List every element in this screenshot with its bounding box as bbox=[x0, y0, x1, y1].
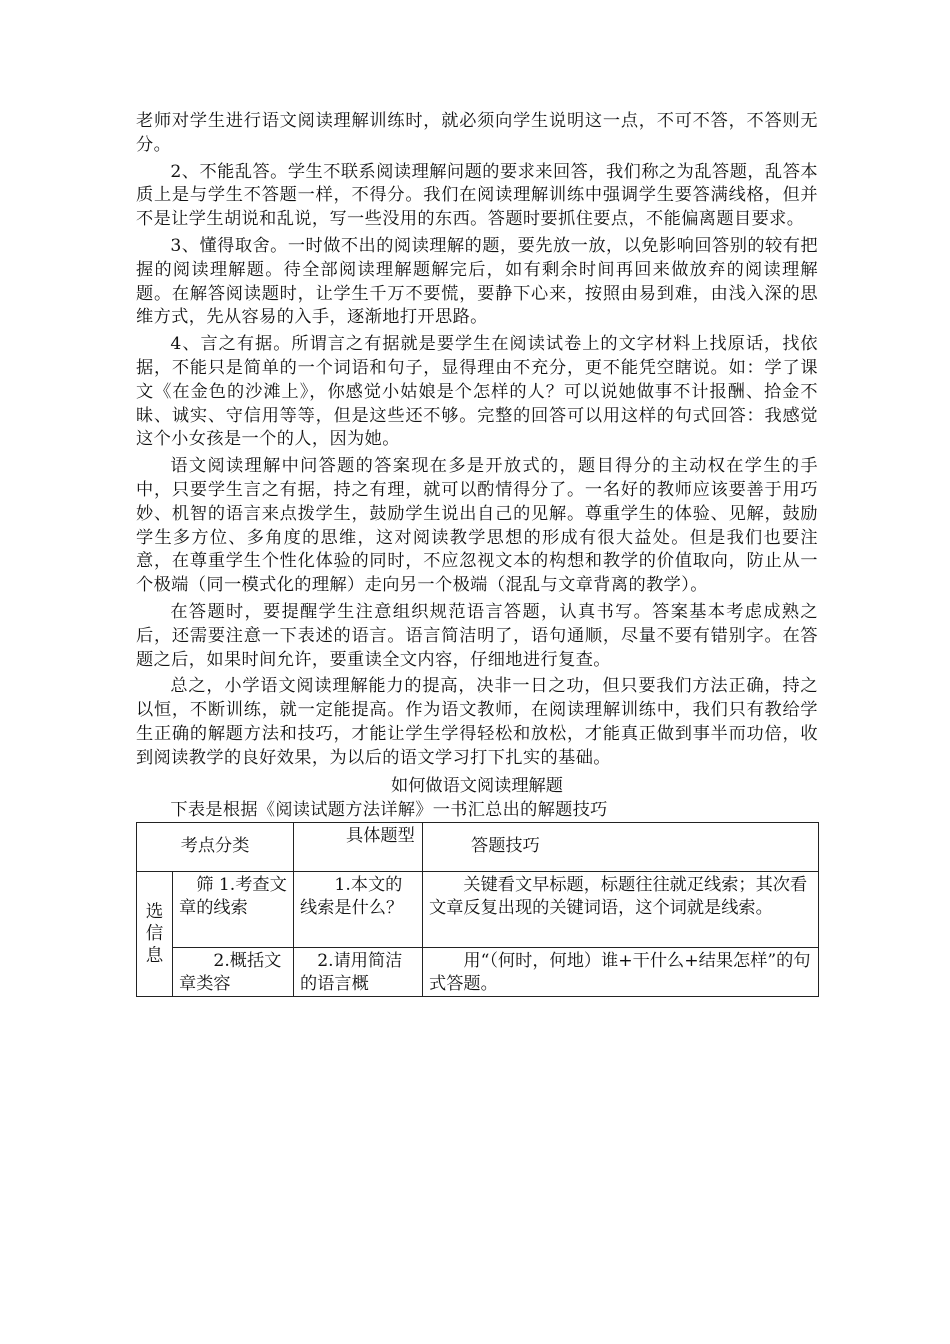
header-question-type: 具体题型 bbox=[294, 822, 423, 871]
header-category: 考点分类 bbox=[137, 822, 294, 871]
tips-table bbox=[136, 822, 819, 997]
paragraph-point-2: 2、不能乱答。学生不联系阅读理解问题的要求来回答，我们称之为乱答题，乱答本质上是与学生不答题一样，不得分。我们在阅读理解训练中强调学生要答满线格，但并不是让学生胡说和乱说，写一些没用的东西。答题时要抓住要点，不能偏离题目要求。 bbox=[136, 161, 818, 230]
paragraph-point-3: 3、懂得取舍。一时做不出的阅读理解的题，要先放一放，以免影响回答别的较有把握的阅读理解题。待全部阅读理解题解完后，如有剩余时间再回来做放弃的阅读理解题。在解答阅读题时，让学生千万不要慌，要静下心来，按照由易到难，由浅入深的思维方式，先从容易的入手，逐渐地打开思路。 bbox=[136, 235, 818, 328]
table-intro: 下表是根据《阅读试题方法详解》一书汇总出的解题技巧 bbox=[170, 799, 608, 820]
table-header-row bbox=[137, 822, 819, 871]
group-label: 选 信 息 bbox=[137, 871, 173, 996]
paragraph-continuation: 老师对学生进行语文阅读理解训练时，就必须向学生说明这一点，不可不答，不答则无分。 bbox=[136, 111, 818, 155]
table-row bbox=[137, 871, 819, 947]
section-title: 如何做语文阅读理解题 bbox=[391, 775, 563, 796]
header-technique: 答题技巧 bbox=[423, 822, 819, 871]
paragraph-conclusion: 总之，小学语文阅读理解能力的提高，决非一日之功，但只要我们方法正确，持之以恒，不断训练，就一定能提高。作为语文教师，在阅读理解训练中，我们只有教给学生正确的解题方法和技巧，才能让学生学得轻松和放松，才能真正做到事半而功倍，收到阅读教学的良好效果，为以后的语文学习打下扎实的基础。 bbox=[136, 676, 818, 768]
exam-point-cell: 2.概括文章类容 bbox=[173, 947, 294, 996]
document-page bbox=[136, 110, 818, 997]
paragraph-open-answers: 语文阅读理解中问答题的答案现在多是开放式的，题目得分的主动权在学生的手中，只要学生言之有据，持之有理，就可以酌情得分了。一名好的教师应该要善于用巧妙、机智的语言来点拨学生，鼓励学生说出自己的见解。尊重学生的体验、见解，鼓励学生多方位、多角度的思维，这对阅读教学思想的形成有很大益处。但是我们也要注意，在尊重学生个性化体验的同时，不应忽视文本的构想和教学的价值取向，防止从一个极端（同一模式化的理解）走向另一个极端（混乱与文章背离的教学）。 bbox=[136, 456, 818, 596]
technique-cell: 关键看文早标题，标题往往就疋线索；其次看文章反复出现的关键词语，这个词就是线索。 bbox=[423, 871, 819, 947]
question-type-cell: 1.本文的线索是什么？ bbox=[294, 871, 423, 947]
question-type-cell: 2.请用简洁的语言概 bbox=[294, 947, 423, 996]
exam-point-cell: 筛 1.考查文章的线索 bbox=[173, 871, 294, 947]
paragraph-answer-writing: 在答题时，要提醒学生注意组织规范语言答题，认真书写。答案基本考虑成熟之后，还需要注意一下表述的语言。语言简洁明了，语句通顺，尽量不要有错别字。在答题之后，如果时间允许，要重读全文内容，仔细地进行复查。 bbox=[136, 601, 818, 670]
table-row bbox=[137, 947, 819, 996]
paragraph-point-4: 4、言之有据。所谓言之有据就是要学生在阅读试卷上的文字材料上找原话，找依据，不能只是简单的一个词语和句子，显得理由不充分，更不能凭空瞎说。如：学了课文《在金色的沙滩上》，你感觉小姑娘是个怎样的人？可以说她做事不计报酬、拾金不昧、诚实、守信用等等，但是这些还不够。完整的回答可以用这样的句式回答：我感觉这个小女孩是一个的人，因为她。 bbox=[136, 334, 818, 450]
technique-cell: 用“（何时，何地）谁+干什么+结果怎样”的句式答题。 bbox=[423, 947, 819, 996]
